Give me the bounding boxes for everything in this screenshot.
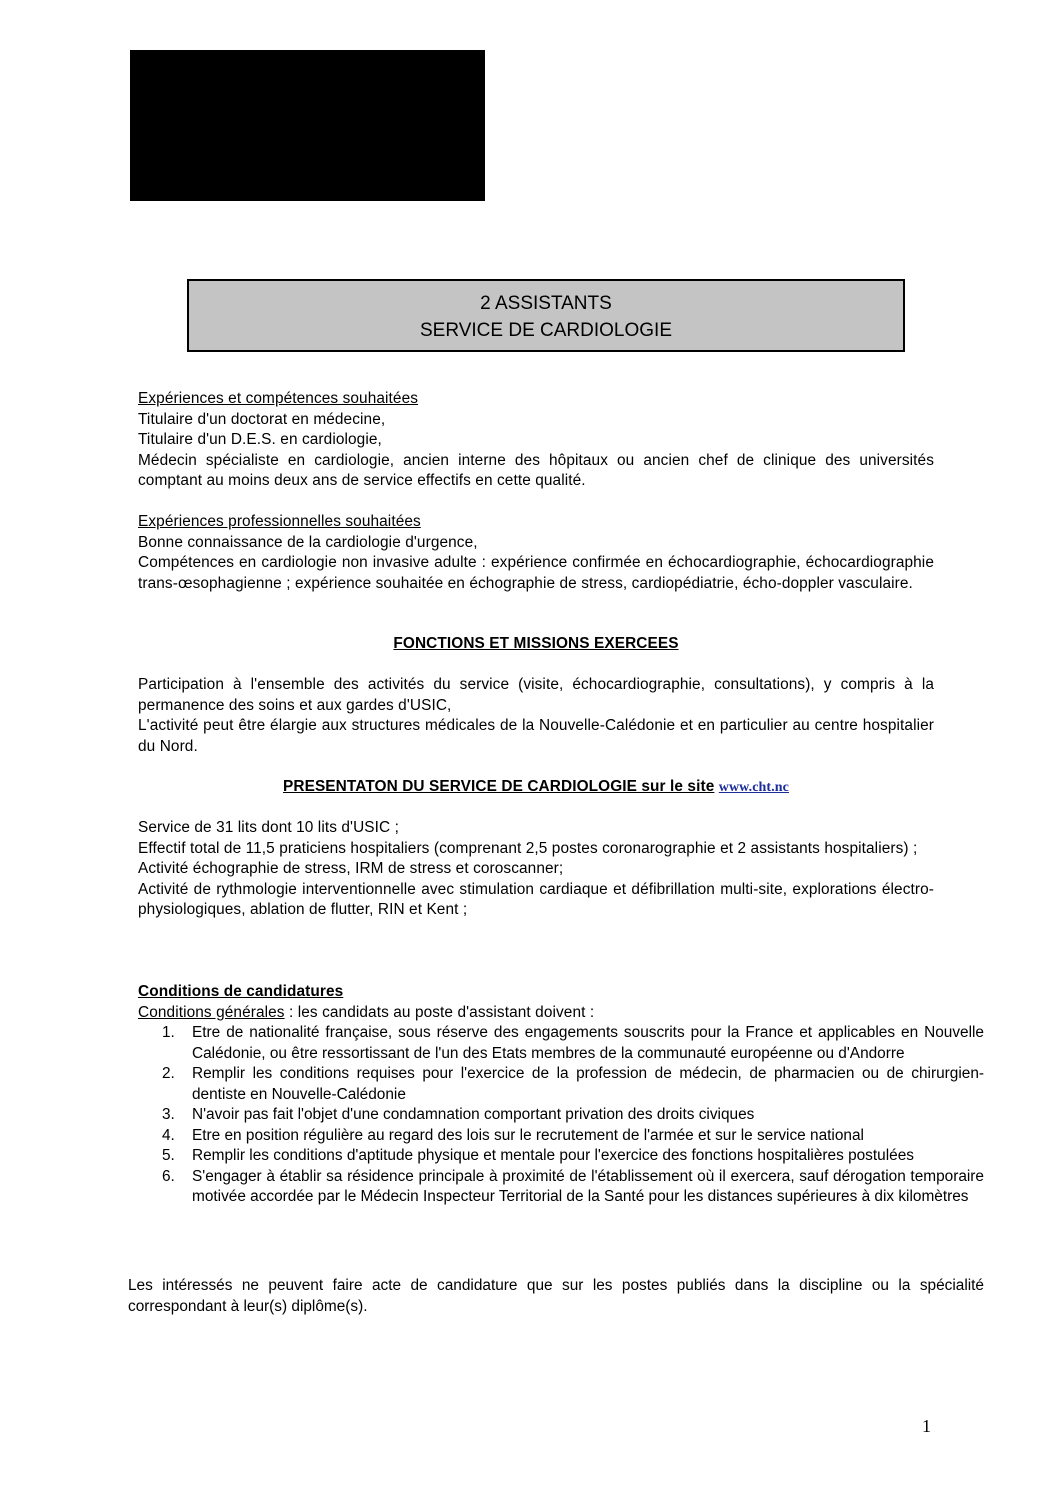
list-number: 1. (162, 1024, 175, 1041)
list-item (138, 1146, 984, 1167)
list-text: Remplir les conditions d'aptitude physique et mentale pour l'exercice des fonctions hospitalières postulées (192, 1147, 914, 1164)
section-experiences-competences (138, 389, 934, 492)
text-line: Titulaire d'un doctorat en médecine, (138, 410, 386, 428)
list-number: 2. (162, 1065, 175, 1082)
text-line: Bonne connaissance de la cardiologie d'urgence, (138, 533, 478, 551)
list-number: 4. (162, 1126, 175, 1144)
redacted-logo (130, 50, 485, 201)
section-fonctions-heading-wrap (138, 634, 934, 655)
section-heading: Expériences et compétences souhaitées (138, 390, 419, 407)
list-item (138, 1023, 984, 1064)
website-link[interactable]: www.cht.nc (718, 780, 789, 795)
list-item (138, 1167, 984, 1208)
subheading-line (138, 1003, 934, 1024)
title-line-1: 2 ASSISTANTS (480, 293, 612, 314)
section-presentation (138, 818, 934, 921)
list-text: Remplir les conditions requises pour l'exercice de la profession de médecin, de pharmacien ou de chirurgien-dentiste en Nouvelle-Calédonie (192, 1065, 984, 1103)
page-number: 1 (922, 1416, 931, 1436)
list-number: 6. (162, 1167, 175, 1185)
closing-paragraph: Les intéressés ne peuvent faire acte de candidature que sur les postes publiés dans la discipline ou la spécialité correspondant à leur(s) diplôme(s). (128, 1277, 984, 1315)
section-heading: PRESENTATON DU SERVICE DE CARDIOLOGIE sur le site (283, 778, 715, 795)
title-box (187, 279, 905, 352)
text-line: Activité échographie de stress, IRM de stress et coroscanner; (138, 860, 564, 877)
text-line: Service de 31 lits dont 10 lits d'USIC ; (138, 819, 400, 836)
paragraph: L'activité peut être élargie aux structures médicales de la Nouvelle-Calédonie et en particulier au centre hospitalier du Nord. (138, 717, 934, 755)
title-line-2: SERVICE DE CARDIOLOGIE (420, 320, 672, 341)
section-heading: Conditions de candidatures (138, 983, 344, 1000)
list-text: S'engager à établir sa résidence principale à proximité de l'établissement où il exercera, sauf dérogation temporaire motivée accordée par le Médecin Inspecteur Territorial de la Santé pour les distances supérieures à dix kilomètres (192, 1167, 984, 1205)
paragraph: Activité de rythmologie interventionnelle avec stimulation cardiaque et défibrillation multi-site, explorations électro-physiologiques, ablation de flutter, RIN et Kent ; (138, 880, 934, 918)
text-line: Titulaire d'un D.E.S. en cardiologie, (138, 431, 382, 448)
section-conditions (138, 982, 934, 1023)
list-number: 5. (162, 1147, 175, 1164)
subheading: Conditions générales (138, 1003, 285, 1021)
paragraph: Médecin spécialiste en cardiologie, ancien interne des hôpitaux ou ancien chef de clinique des universités comptant au moins deux ans de service effectifs en cette qualité. (138, 451, 934, 489)
list-item (138, 1064, 984, 1105)
section-heading: Expériences professionnelles souhaitées (138, 513, 421, 530)
list-item (138, 1105, 984, 1126)
paragraph: Participation à l'ensemble des activités du service (visite, échocardiographie, consultations), y compris à la permanence des soins et aux gardes d'USIC, (138, 676, 934, 714)
list-item (138, 1126, 984, 1147)
section-fonctions (138, 675, 934, 757)
list-text: Etre en position régulière au regard des lois sur le recrutement de l'armée et sur le service national (192, 1126, 864, 1144)
section-presentation-heading-wrap (138, 777, 934, 799)
section-heading: FONCTIONS ET MISSIONS EXERCEES (393, 635, 679, 652)
list-number: 3. (162, 1106, 175, 1123)
list-text: Etre de nationalité française, sous réserve des engagements souscrits pour la France et applicables en Nouvelle Calédonie, ou être ressortissant de l'un des Etats membres de la communauté européenne ou d'Andorre (192, 1024, 984, 1062)
conditions-list (138, 1023, 984, 1208)
list-text: N'avoir pas fait l'objet d'une condamnation comportant privation des droits civiques (192, 1106, 755, 1123)
paragraph: Effectif total de 11,5 praticiens hospitaliers (comprenant 2,5 postes coronarographie et 2 assistants hospitaliers) ; (138, 839, 918, 857)
subheading-rest: : les candidats au poste d'assistant doivent : (284, 1003, 595, 1021)
section-experiences-professionnelles (138, 512, 934, 594)
paragraph: Compétences en cardiologie non invasive adulte : expérience confirmée en échocardiographie, échocardiographie trans-œsophagienne ; expérience souhaitée en échographie de stress, cardiopédiatrie, écho-doppler vasculaire. (138, 554, 934, 592)
